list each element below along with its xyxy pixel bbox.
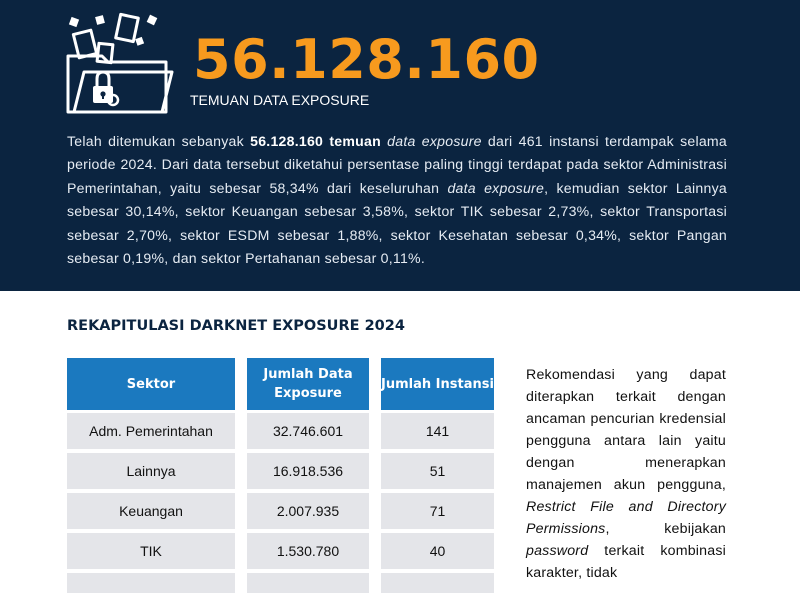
- row-2-sector: Lainnya: [67, 453, 235, 489]
- row-1-sector: Adm. Pemerintahan: [67, 413, 235, 449]
- reco-text-1: Rekomendasi yang dapat diterapkan terkait dengan ancaman pencurian kredensial pengguna antara lain yaitu dengan menerapkan manajemen akun pengguna,: [526, 367, 726, 493]
- row-5-partial: [247, 573, 369, 593]
- row-4-agencies: 40: [381, 533, 494, 569]
- row-2-agencies: 51: [381, 453, 494, 489]
- row-3-agencies: 71: [381, 493, 494, 529]
- reco-term-2: password: [526, 543, 589, 559]
- intro-term-2: data exposure: [447, 179, 545, 196]
- intro-text-3: dari 461 instansi terdampak selama periode 2024. Dari data tersebut diketahui persentase paling tinggi terdapat pada sektor Administrasi Pemerintahan, yaitu sebesar 58,34% dari keseluruhan: [67, 133, 728, 196]
- intro-term-1: data exposure: [387, 133, 482, 149]
- header-exposure: Jumlah Data Exposure: [247, 358, 369, 410]
- row-3-exposure: 2.007.935: [247, 493, 369, 529]
- row-5-partial: [67, 573, 235, 593]
- reco-text-2: , kebijakan: [605, 521, 726, 537]
- reco-term-1: Restrict File and Directory Permissions: [526, 499, 726, 537]
- header-sector: Sektor: [67, 358, 235, 410]
- hero-banner: [0, 0, 800, 291]
- total-exposure-count: 56.128.160: [193, 28, 540, 91]
- recap-title: REKAPITULASI DARKNET EXPOSURE 2024: [67, 318, 405, 334]
- row-1-agencies: 141: [381, 413, 494, 449]
- row-2-exposure: 16.918.536: [247, 453, 369, 489]
- intro-highlight: 56.128.160 temuan: [250, 133, 381, 149]
- intro-paragraph: [67, 130, 727, 270]
- recommendation-paragraph: [526, 364, 726, 584]
- row-1-exposure: 32.746.601: [247, 413, 369, 449]
- row-4-sector: TIK: [67, 533, 235, 569]
- row-5-partial: [381, 573, 494, 593]
- header-agencies: Jumlah Instansi: [381, 358, 494, 410]
- intro-text-1: Telah ditemukan sebanyak: [67, 133, 251, 149]
- row-4-exposure: 1.530.780: [247, 533, 369, 569]
- reco-text-3: terkait kombinasi karakter, tidak: [526, 543, 726, 581]
- document-folder-lock-icon: [62, 12, 174, 118]
- intro-text-4: , kemudian sektor Lainnya sebesar 30,14%, sektor Keuangan sebesar 3,58%, sektor TIK sebesar 2,73%, sektor Transportasi sebesar 2,70%, sektor ESDM sebesar 1,88%, sektor Kesehatan sebesar 0,34%, sektor Pangan sebesar 0,19%, dan sektor Pertahanan sebesar 0,11%.: [67, 179, 727, 267]
- row-3-sector: Keuangan: [67, 493, 235, 529]
- total-exposure-label: TEMUAN DATA EXPOSURE: [190, 92, 370, 108]
